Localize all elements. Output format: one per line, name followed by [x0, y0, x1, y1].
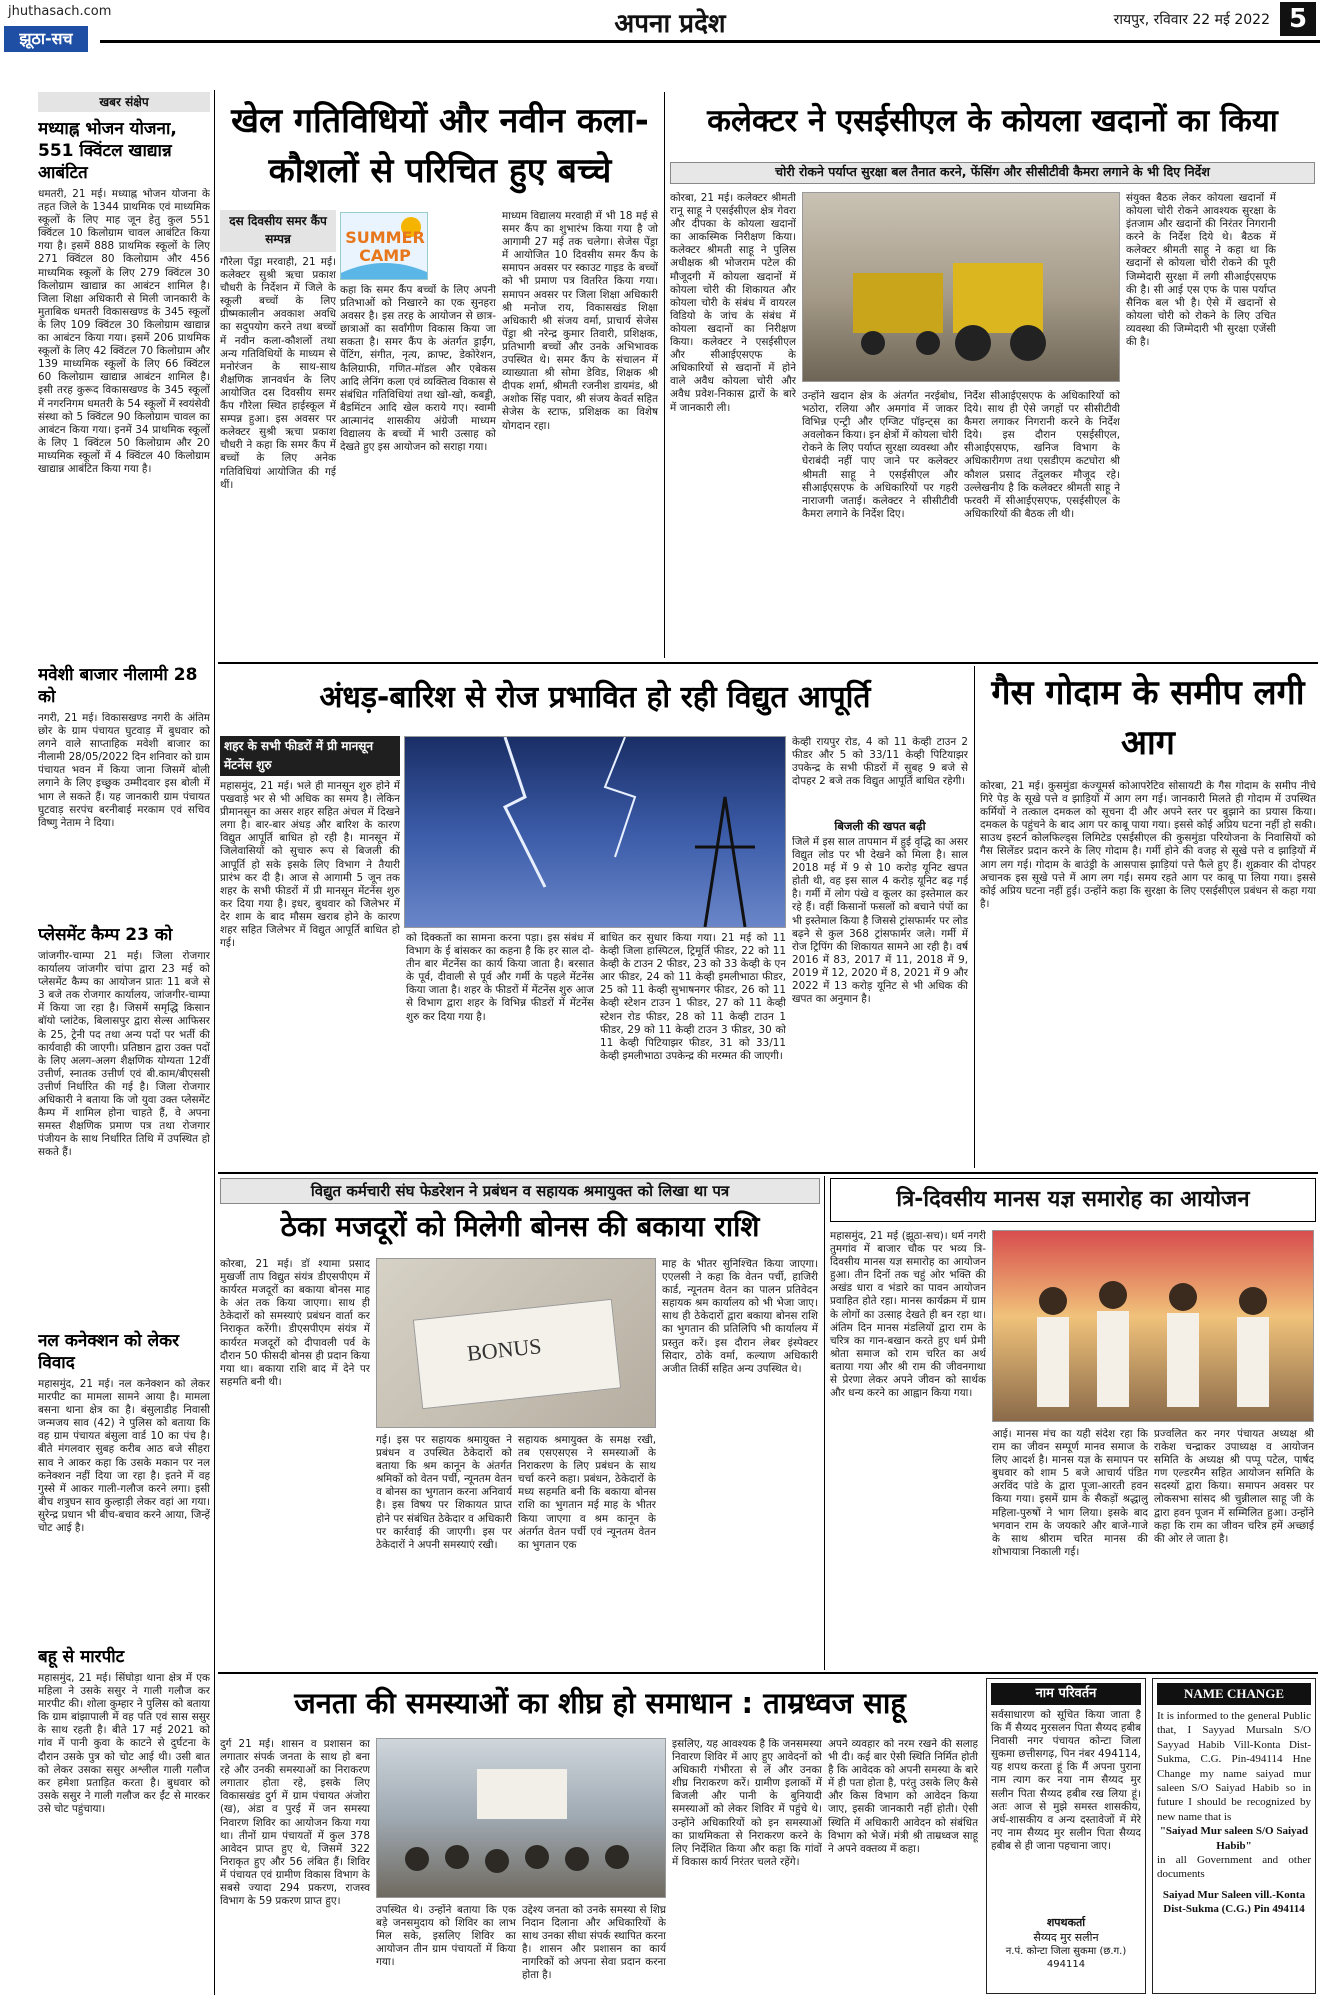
sidebar-headline-1: मध्याह्न भोजन योजना, 551 क्विंटल खाद्यान्न आबंटित	[38, 119, 177, 183]
col-divider-2	[974, 666, 975, 1168]
story3-body-2: को दिक्कतों का सामना करना पड़ा। इस संबंध में विभाग के ई बांसकर का कहना है कि हर साल दो-तीन बार मेंटनेंस का कार्य किया जाता है। बरसात के पूर्व, दीवाली से पूर्व और गर्मी के पहले मेंटनेंस किया जाता है। शहर के फीडरों में मेंटनेंस शुरु आज से विभाग द्वारा शहर के विभिन्न फीडरों में मेंटनेंस शुरु कर दिया गया है।	[406, 932, 594, 1023]
notice-hi-title: नाम परिवर्तन	[991, 1683, 1141, 1705]
dateline: रायपुर, रविवार 22 मई 2022	[1113, 12, 1270, 28]
page-number: 5	[1280, 2, 1316, 36]
story3-body-1: महासमुंद, 21 मई। भले ही मानसून शुरु होने में पखवाड़े भर से भी अधिक का समय है। लेकिन प्रीमानसून का असर शहर सहित अंचल में दिखने लगा है। बार-बार अंधड़ और बारिश के कारण विद्युत आपूर्ति बाधित हो रही है। मानसून में जिलेवासियों को सुचारु रूप से बिजली की आपूर्ति हो सके इसके लिए विभाग ने तैयारी प्रारंभ कर दी है। आज से आगामी 5 जून तक शहर के सभी फीडरों में प्री मानसून मेंटनेंस शुरु कर दिया गया है। इधर, बुधवार को जिलेभर में देर शाम के बाद मौसम खराब होने के कारण शहर सहित जिलेभर में विद्युत आपूर्ति बाधित हो गई।	[220, 780, 400, 950]
row-divider-2	[218, 1172, 1318, 1174]
story1-body-1: गौरेला पेंड्रा मरवाही, 21 मई। कलेक्टर सुश्री ऋचा प्रकाश चौधरी के निर्देशन में जिले के स्कूली बच्चों के लिए ग्रीष्मकालीन अवकाश अवधि का सदुपयोग करने तथा बच्चों में नवीन कला-कौशलों तथा अन्य गतिविधियों के माध्यम से मनोरंजन के साथ-साथ शैक्षणिक ज्ञानवर्धन के लिए आयोजित दस दिवसीय समर कैंप गौरेला स्थित हाईस्कूल में सम्पन्न हुआ। इस अवसर पर कलेक्टर सुश्री ऋचा प्रकाश चौधरी ने कहा कि समर कैंप में बच्चों के लिए अनेक गतिविधियां आयोजित की गई थीं।	[220, 256, 336, 491]
story3-body-5: जिले में इस साल तापमान में हुई वृद्धि का असर विद्युत लोड पर भी देखने को मिला है। साल 2018 मई में 9 से 10 करोड़ यूनिट खपत होती थी, वह इस साल 4 करोड़ यूनिट बढ़ गई है। गर्मी में लोग पंखे व कूलर का इस्तेमाल कर रहे हैं। वहीं किसानों फसलों को बचाने पंपों का भी इस्तेमाल किया है जिससे ट्रांसफार्मर पर लोड बढ़ने से कुल 368 ट्रांसफार्मर जले। गर्मी में रोज ट्रिपिंग की शिकायत सामने आ रही है। वर्ष 2016 में 83, 2017 में 11, 2018 में 9, 2019 में 12, 2020 में 8, 2021 में 9 और 2022 में 13 करोड़ यूनिट से भी अधिक की खपत का अनुमान है।	[792, 836, 968, 1006]
row-divider-1	[218, 662, 1318, 664]
sidebar-body-2: नगरी, 21 मई। विकासखण्ड नगरी के अंतिम छोर के ग्राम पंचायत घुटवाड़ में बुधवार को लगने वाले साप्ताहिक मवेशी बाजार का नीलामी 28/05/2022 दिन शनिवार को ग्राम पंचायत भवन में किया जाना जिसमें बोली लगाने के लिए इच्छुक उम्मीदवार इस बोली में भाग ले सकते हैं। यह जानकारी ग्राम पंचायत घुटवाड़ सरपंच बरनीबाई मरकाम एवं सचिव विष्णु नेताम ने दिया।	[38, 712, 210, 829]
story2-headline: कलेक्टर ने एसईसीएल के कोयला खदानों का किया	[707, 103, 1278, 139]
sidebar	[38, 92, 210, 1992]
story6-body-1: महासमुंद, 21 मई (झूठा-सच)। धर्म नगरी तुमगांव में बाजार चौक पर भव्य त्रि-दिवसीय मानस यज्ञ समारोह का आयोजन हुआ। तीन दिनों तक चहुं ओर भक्ति की अखंड धारा व भंडारे का पावन आयोजन प्रवाहित होते रहा। मानस कार्यक्रम में ग्राम के लोगों का उत्साह देखते ही बन रहा था। अंतिम दिन मानस मंडलियों द्वारा राम के चरित्र का गान-बखान करते हुए धर्म प्रेमी श्रोता समाज को राम चरित का अर्थ बताया गया और श्री राम की जीवनगाथा से प्रेरणा लेकर अपने जीवन को सार्थक और धन्य करने का आह्वान किया गया।	[830, 1230, 986, 1400]
col-divider-3	[824, 1176, 825, 1670]
sidebar-headline-2: मवेशी बाजार नीलामी 28 को	[38, 665, 198, 707]
story5-body-1: कोरबा, 21 मई। डॉ श्यामा प्रसाद मुखर्जी ताप विद्युत संयंत्र डीएसपीएम में कार्यरत मजदूरों का बकाया बोनस माह के अंत तक किया जाएगा। साथ ही ठेकेदारों को समस्याएं प्रबंधन वार्ता कर निराकृत करेंगी। डीएसपीएम संयंत्र में कार्यरत मजदूरों को दीपावली पर्व के दौरान 50 फीसदी बोनस ही प्रदान किया गया था। बकाया राशि बाद में देने पर सहमति बनी थी।	[220, 1258, 370, 1388]
sidebar-body-1: धमतरी, 21 मई। मध्याह्न भोजन योजना के तहत जिले के 1344 प्राथमिक एवं माध्यमिक स्कूलों के लिए माह जून हेतु कुल 551 क्विंटल 10 किलोग्राम चावल आबंटित किया गया है। इसमें 888 प्राथमिक स्कूलों के लिए 271 क्विंटल 80 किलोग्राम और 456 माध्यमिक स्कूलों के लिए 279 क्विंटल 30 किलोग्राम खाद्यान्न का आबंटन शामिल है। जिला शिक्षा अधिकारी से मिली जानकारी के मुताबिक धमतरी विकासखण्ड के 345 स्कूलों के लिए 109 क्विंटल 30 किलोग्राम खाद्यान्न का आबंटन किया गया। इसमें 206 प्राथमिक स्कूलों के लिए 42 क्विंटल 70 किलोग्राम और 139 माध्यमिक स्कूलों के लिए 66 क्विंटल 60 किलोग्राम खाद्यान्न आबंटन शामिल है। इसी तरह कुरूद विकासखण्ड के 345 स्कूलों में नगरनिगम धमतरी के 54 स्कूलों में स्वयंसेवी संस्था को 5 क्विंटल 90 किलोग्राम चावल का आबंटन किया गया। इनमें 34 प्राथमिक स्कूलों के लिए 1 क्विंटल 50 किलोग्राम और 20 माध्यमिक स्कूलों में 4 क्विंटल 40 किलोग्राम खाद्यान्न आबंटित किया गया है।	[38, 188, 210, 475]
story4-body: कोरबा, 21 मई। कुसमुंडा कंज्यूमर्स कोआपरेटिव सोसायटी के गैस गोदाम के समीप नीचे गिरे पेड़ के सूखे पत्ते व झाड़ियों में आग लग गई। जानकारी मिलते ही गोदाम में उपस्थित कर्मियों ने तत्काल दमकल को सूचना दी और अपने स्तर पर बुझाने का प्रयास किया। दमकल के पहुंचने के बाद आग पर काबू पाया गया। इससे कोई अप्रिय घटना नहीं हो सकी। साउथ इस्टर्न कोलफिल्ड्स लिमिटेड एसईसीएल की कुसमुंडा परियोजना के निवासियों को गैस सिलेंडर प्रदान करने के लिए गोदाम है। गर्मी होने की वजह से सूखे पत्ते व झाड़ियों में आग लग गई। गोदाम के बाउंड्री के आसपास झाड़ियां पत्ते फैले हुए हैं। शुक्रवार की दोपहर अचानक इस सूखे पत्ते में आग लग गई। समय रहते आग पर काबू पा लिया गया। इससे कोई अप्रिय घटना नहीं हुई। उन्होंने कहा कि सुरक्षा के लिए एसईसीएल प्रबंधन से कहा गया है।	[980, 780, 1316, 910]
story2-subhead: चोरी रोकने पर्याप्त सुरक्षा बल तैनात करने, फेंसिंग और सीसीटीवी कैमरा लगाने के भी दिए निर्देश	[670, 162, 1315, 184]
story-summer-camp	[220, 96, 660, 658]
notice-hi-sign-addr: न.पं. कोन्टा जिला सुकमा (छ.ग.) 494114	[1005, 1946, 1127, 1970]
sidebar-label: खबर संक्षेप	[38, 92, 210, 112]
story1-body-3: माध्यम विद्यालय मरवाही में भी 18 मई से समर कैंप का शुभारंभ किया गया है जो आगामी 27 मई तक चलेगा। सेजेस पेंड्रा में आयोजित 10 दिवसीय समर कैंप के समापन अवसर पर स्काउट गाइड के बच्चों को भी प्रमाण पत्र वितरित किया गया। समापन अवसर पर जिला शिक्षा अधिकारी श्री मनोज राय, विकासखंड शिक्षा अधिकारी श्री संजय वर्मा, प्राचार्य सेजेस पेंड्रा श्री नरेन्द्र कुमार तिवारी, प्रशिक्षक, प्रतिभागी बच्चों और उनके अभिभावक उपस्थित थे। समर कैंप के संचालन में व्याख्याता श्री सोमा डेविड, शिक्षक श्री दीपक शर्मा, श्रीमती रजनीश डायमंड, श्री अशोक सिंह पवार, श्री संजय केवर्त सहित सेजेस के स्टाफ, प्रशिक्षक का विशेष योगदान रहा।	[502, 210, 658, 432]
site-url[interactable]: jhuthasach.com	[8, 4, 112, 19]
notice-hi-sign-name: सैय्यद मुर सलीन	[1033, 1931, 1099, 1944]
story5-body-4: माह के भीतर सुनिश्चित किया जाएगा। एएलसी ने कहा कि वेतन पर्ची, हाजिरी कार्ड, न्यूनतम वेतन का पालन प्रतिवेदन सहायक श्रम कार्यालय को भी भेजा जाए। साथ ही ठेकेदारों द्वारा बकाया बोनस राशि का भुगतान की प्रतिलिपि भी कार्यालय में प्रस्तुत करें। इस दौरान लेबर इंस्पेक्टर सिदार, ठोके वर्मा, कल्याण अधिकारी अजीत तिर्की सहित अन्य उपस्थित थे।	[662, 1258, 818, 1375]
bonus-photo	[376, 1258, 656, 1428]
story2-body-1: कोरबा, 21 मई। कलेक्टर श्रीमती रानू साहू ने एसईसीएल क्षेत्र गेवरा और दीपका के कोयला खदानों का आकस्मिक निरीक्षण किया। कलेक्टर श्रीमती साहू ने पुलिस अधीक्षक श्री भोजराम पटेल की मौजूदगी में कोयला खदानों में कोयला चोरी की शिकायत और कोयला चोरी के संबंध में वायरल विडियो के जांच के संबंध में कोयला खदानों का निरीक्षण किया। कलेक्टर ने एसईसीएल और सीआईएसएफ के अधिकारियों से खदानों में होने वाले अवैध कोयला चोरी और अवैध प्रवेश-निकास द्वारों के बारे में जानकारी ली।	[670, 192, 796, 414]
sidebar-body-4: महासमुंद, 21 मई। नल कनेक्शन को लेकर मारपीट का मामला सामने आया है। मामला बसना थाना क्षेत्र का है। बंसुलाडीह निवासी जन्मजय साव (42) ने पुलिस को बताया कि वह ग्राम पंचायत बंसुला वार्ड 10 का पंच है। बीते मंगलवार सुबह करीब आठ बजे सीहरा साव ने आकर कहा कि उसके मकान पर नल कनेक्शन नहीं दिया जा रहा है। इतने में वह गुस्से में आकर गाली-गलौज करने लगा। इसी बीच शत्रुघन साव कुल्हाड़ी लेकर वहां आ गया। सुरेन्द्र प्रधान भी बीच-बचाव करने आया, जिन्हें चोट आई है।	[38, 1378, 210, 1535]
story-electricity	[220, 668, 970, 1168]
story-bonus	[220, 1178, 820, 1668]
ceremony-photo	[992, 1230, 1314, 1422]
sidebar-headline-5: बहू से मारपीट	[38, 1647, 125, 1667]
story2-body-2: उन्होंने खदान क्षेत्र के अंतर्गत नरईबोध, भठोरा, रलिया और अमगांव में जाकर विभिन्न एन्ट्री और एग्जिट पॉइन्ट्स का अवलोकन किया। इन क्षेत्रों में कोयला चोरी रोकने के लिए पर्याप्त सुरक्षा व्यवस्था और घेराबंदी नहीं पाए जाने पर कलेक्टर श्रीमती साहू ने एसईसीएल और सीआईएसएफ के अधिकारियों पर गहरी नाराजगी जताई। कलेक्टर ने सीसीटीवी कैमरा लगाने के निर्देश दिए।	[802, 390, 958, 520]
notice-en-body: It is informed to the general Public that, I Sayyad Mursaln S/O Sayyad Habib Vill-Konta Dist-Sukma, C.G. Pin-494114 Hne Change my name saiyad mur saleen S/O Saiyad Habib so in future I should be recognized by new name that is	[1157, 1710, 1311, 1823]
audience-icon	[377, 1739, 666, 1898]
camp-logo-text: SUMMER CAMP	[345, 228, 425, 265]
story7-body-1: दुर्ग 21 मई। शासन व प्रशासन का लगातार संपर्क जनता के साथ हो बना रहे और उनकी समस्याओं का निराकरण लगातार होता रहे, इसके लिए विकासखंड दुर्ग में ग्राम पंचायत अंजोरा (ख), अंडा व पुरई में जन समस्या निवारण शिविर का आयोजन किया गया था। तीनों ग्राम पंचायतों में कुल 378 आवेदन प्राप्त हुए थे, जिसमें 322 निराकृत हुए और 56 लंबित हैं। शिविर में पंचायत एवं ग्रामीण विकास विभाग के सबसे ज्यादा 294 प्रकरण, राजस्व विभाग के 59 प्रकरण प्राप्त हुए।	[220, 1738, 370, 1908]
sidebar-divider	[214, 90, 215, 1995]
story3-subhead: शहर के सभी फीडरों में प्री मानसून मेंटनेंस शुरु	[220, 736, 400, 776]
notice-en-sign: Saiyad Mur Saleen vill.-Konta Dist-Sukma (C.G.) Pin 494114	[1162, 1888, 1306, 1915]
story6-body-2: आई। मानस मंच का यही संदेश रहा कि राम का जीवन सम्पूर्ण मानव समाज के लिए आदर्श है। मानस यज्ञ के समापन पर बुधवार को शाम 5 बजे आचार्य पंडित अरविंद पांडे के द्वारा पूजा-आरती हवन किया गया। इसमें ग्राम के सैकड़ों श्रद्धालु महिला-पुरुषों ने भाग लिया। इसके बाद भगवान राम के जयकारे और बाजे-गाजे के साथ श्रीराम चरित मानस की शोभायात्रा निकाली गई।	[992, 1428, 1148, 1558]
story4-headline: गैस गोदाम के समीप लगी आग	[991, 673, 1305, 763]
story3-body-3: बाधित कर सुधार किया गया। 21 मई को 11 केव्ही जिला हास्पिटल, ट्रिमूर्ति फीडर, 22 को 11 केव्ही के टाउन 2 फीडर, 23 को 33 केव्ही के एन आर फीडर, 24 को 11 केव्ही इमलीभाठा फीडर, 25 को 11 केव्ही सुभाषनगर फीडर, 26 को 11 केव्ही स्टेशन टाउन 1 फीडर, 27 को 11 केव्ही स्टेशन रोड फीडर, 28 को 11 केव्ही टाउन 1 फीडर, 29 को 11 केव्ही टाउन 3 फीडर, 30 को 11 केव्ही पिटियाझर फीडर, 31 को 33/11 केव्ही इमलीभाठा उपकेन्द्र की मरम्मत की जाएगी।	[600, 932, 786, 1062]
story-public-grievance	[220, 1678, 980, 1996]
masthead-rule	[100, 40, 1320, 43]
masthead	[0, 0, 1323, 60]
story1-subhead: दस दिवसीय समर कैंप सम्पन्न	[220, 210, 336, 252]
summer-camp-logo	[340, 212, 428, 280]
section-title: अपना प्रदेश	[614, 9, 726, 39]
meeting-photo	[376, 1738, 666, 1898]
mine-photo	[802, 192, 1120, 382]
notice-en-tail: in all Government and other documents	[1157, 1854, 1311, 1881]
story2-body-3: निर्देश सीआईएसएफ के अधिकारियों को दिये। साथ ही ऐसे जगहों पर सीसीटीवी कैमरा लगाकर निगरानी करने के निर्देश दिये। इस दौरान एसईसीएल, सीआईएसएफ, खनिज विभाग के अधिकारीगण तथा एसडीएम कटघोरा श्री कौशल प्रसाद तेंदुलकर मौजूद रहे। उल्लेखनीय है कि कलेक्टर श्रीमती साहू ने फरवरी में सीआईएसएफ, एसईसीएल के अधिकारियों की बैठक ली थी।	[964, 390, 1120, 520]
row-divider-3	[218, 1672, 1318, 1674]
lightning-photo	[404, 736, 786, 928]
story5-body-2: गई। इस पर सहायक श्रमायुक्त ने प्रबंधन व उपस्थित ठेकेदारों को बताया कि श्रम कानून के अंतर्गत श्रमिकों को वेतन पर्ची, न्यूनतम वेतन व बोनस का भुगतान करना अनिवार्य है। इस विषय पर शिकायत प्राप्त होने पर संबंधित ठेकेदार व अधिकारी पर कार्रवाई की जाएगी। इस पर ठेकेदारों ने अपनी समस्याएं रखी।	[376, 1434, 512, 1551]
story7-body-3: उद्देश्य जनता को उनके समस्या से शिघ्र निदान दिलाना और अधिकारियों के साथ उनका सीधा संपर्क स्थापित करना है। शासन और प्रशासन का कार्य नागरिकों को अपना सेवा प्रदान करना होता है।	[522, 1904, 666, 1982]
story1-body-2: कहा कि समर कैंप बच्चों के लिए अपनी प्रतिभाओं को निखारने का एक सुनहरा अवसर है। इस तरह के आयोजन से छात्र-छात्राओं का सर्वांगीण विकास किया जा सकता है। समर कैंप के अंतर्गत ड्राईंग, पेंटिंग, संगीत, नृत्य, क्राफ्ट, डेकोरेशन, कैलिग्राफी, गणित-मॉडल और एबेकस आदि लेनिंग कला एवं व्यक्तित्व विकास से संबंधित गतिविधियां तथा खो-खो, कबड्डी, बैडमिंटन आदि खेल कराये गए। स्वामी आत्मानंद शासकीय अंग्रेजी माध्यम विद्यालय के बच्चों में भारी उत्साह को देखते हुए इस आयोजन को सराहा गया।	[340, 284, 496, 454]
lightning-icon	[405, 737, 786, 928]
story5-body-3: सहायक श्रमायुक्त के समक्ष रखी, तब एसएसएस ने समस्याओं के निराकरण के लिए प्रबंधन के साथ चर्चा करने कहा। प्रबंधन, ठेकेदारों के मध्य सहमति बनी कि बकाया बोनस राशि का भुगतान मई माह के भीतर किया जाएगा व श्रम कानून के अंतर्गत वेतन पर्ची एवं न्यूनतम वेतन का भुगतान एक	[518, 1434, 656, 1551]
col-divider-1	[664, 92, 665, 658]
story2-body-4: संयुक्त बैठक लेकर कोयला खदानों में कोयला चोरी रोकने आवश्यक सुरक्षा के इंतजाम और खदानों की निरंतर निगरानी करने के निर्देश दिये थे। बैठक में कलेक्टर श्रीमती साहू ने कहा था कि खदानों से कोयला चोरी रोकने की पूरी जिम्मेदारी सुरक्षा में लगी सीआईएसएफ की है। सी आई एस एफ के पास पर्याप्त सैनिक बल भी है। ऐसे में खदानों से कोयला चोरी को रोकने के लिए उचित व्यवस्था की जिम्मेदारी भी सुरक्षा एजेंसी की है।	[1126, 192, 1276, 349]
story3-body-4: केव्ही रायपुर रोड, 4 को 11 केव्ही टाउन 2 फीडर और 5 को 33/11 केव्ही पिटियाझर उपकेन्द्र के सभी फीडरों में सुबह 9 बजे से दोपहर 2 बजे तक विद्युत आपूर्ति बाधित रहेगी।	[792, 736, 968, 788]
sidebar-headline-4: नल कनेक्शन को लेकर विवाद	[38, 1331, 180, 1373]
story-coal-mines	[670, 96, 1315, 658]
story3-subhead-2: बिजली की खपत बढ़ी	[834, 819, 926, 833]
notice-hi-body: सर्वसाधारण को सूचित किया जाता है कि मैं सैय्यद मुरसलन पिता सैय्यद हबीब निवासी नगर पंचायत कोन्टा जिला सुकमा छत्तीसगढ़, पिन नंबर 494114, यह शपथ करता हूं कि मैं अपना पुराना नाम त्याग कर नया नाम सैय्यद मुर सलीन पिता सैय्यद हबीब रख लिया हूं। अतः आज से मुझे समस्त शासकीय, अर्ध-शासकीय व अन्य दस्तावेजों में मेरे नए नाम सैय्यद मुर सलीन पिता सैय्यद हबीब से ही जाना पहचाना जाए।	[991, 1709, 1141, 1852]
story7-body-5: अपने व्यवहार को नरम रखने की सलाह भी दी। कई बार ऐसी स्थिति निर्मित होती है कि आवेदक को अपनी समस्या के बारे में ही पता होता है, परंतु उसके लिए कैसे और किस विभाग को आवेदन किया जाए, इसकी जानकारी नहीं होती। ऐसी स्थिति में अधिकारी आवेदन को संबंधित विभाग को भेजें। मंत्री श्री ताम्रध्वज साहू ने अपने वक्तव्य में कहा।	[828, 1738, 978, 1855]
sidebar-body-5: महासमुंद, 21 मई। सिंघोड़ा थाना क्षेत्र में एक महिला ने उसके ससुर ने गाली गलौज कर मारपीट की। शोला कुम्हार ने पुलिस को बताया कि ग्राम बांझापाली में वह पति एवं सास ससुर के साथ रहती है। बीते 17 मई 2021 को गांव में पानी कुवा के काटने से दुर्घटना के दौरान उसके पुत्र को चोट आई थी। उसी बात को लेकर उसका ससुर अश्लील गाली गलौज कर हमेशा प्रताड़ित करता है। बुधवार को उसके ससुर ने गाली गलौज कर ईंट से मारकर उसे चोट पहुंचाया।	[38, 1672, 210, 1815]
story1-headline: खेल गतिविधियों और नवीन कला-कौशलों से परिचित हुए बच्चे	[231, 101, 649, 191]
sidebar-headline-3: प्लेसमेंट कैम्प 23 को	[38, 925, 173, 945]
story5-headline: ठेका मजदूरों को मिलेगी बोनस की बकाया राशि	[280, 1210, 760, 1243]
story5-kicker: विद्युत कर्मचारी संघ फेडरेशन ने प्रबंधन व सहायक श्रमायुक्त को लिखा था पत्र	[220, 1178, 820, 1204]
story-gas-fire	[980, 668, 1316, 1168]
notice-name-change-english	[1152, 1678, 1316, 1994]
story-manas-yagya	[830, 1178, 1316, 1668]
brand-badge: झूठा-सच	[4, 26, 88, 52]
loader-truck-icon	[803, 193, 1120, 382]
notice-en-quote: "Saiyad Mur saleen S/O Saiyad Habib"	[1159, 1825, 1309, 1852]
notice-name-change-hindi	[986, 1678, 1146, 1994]
story7-headline: जनता की समस्याओं का शीघ्र हो समाधान : ताम्रध्वज साहू	[294, 1686, 906, 1720]
sidebar-body-3: जांजगीर-चाम्पा 21 मई। जिला रोजगार कार्यालय जांजगीर चांपा द्वारा 23 मई को प्लेसमेंट कैम्प का आयोजन प्रातः 11 बजे से 3 बजे तक रोजगार कार्यालय, जांजगीर-चाम्पा में किया जा रहा है। जिसमें समृद्धि किसान बॉयो प्लांटेक, बिलासपुर द्वारा सेल्स आफिसर के 25, ट्रेनी पद तथा अन्य पदों पर भर्ती की कार्यवाही की जाएगी। प्रतिष्ठान द्वारा उक्त पदों के लिए अलग-अलग शैक्षणिक योग्यता 12वीं उत्तीर्ण, स्नातक उत्तीर्ण एवं बी.काम/बीएससी उत्तीर्ण निर्धारित की गई है। जिला रोजगार अधिकारी ने बताया कि जो युवा उक्त प्लेसमेंट कैम्प में शामिल होना चाहते हैं, वे अपना समस्त शैक्षणिक प्रमाण पत्र तथा रोजगार पंजीयन के साथ निर्धारित तिथि में उपस्थित हो सकते हैं।	[38, 950, 210, 1159]
story6-headline: त्रि-दिवसीय मानस यज्ञ समारोह का आयोजन	[830, 1178, 1316, 1222]
bonus-label: BONUS	[465, 1333, 543, 1366]
notice-en-title: NAME CHANGE	[1157, 1683, 1311, 1705]
notice-hi-sign-title: शपथकर्ता	[1046, 1916, 1086, 1929]
people-icon	[993, 1231, 1314, 1422]
story3-headline: अंधड़-बारिश से रोज प्रभावित हो रही विद्युत आपूर्ति	[319, 680, 871, 715]
story7-body-2: उपस्थित थे। उन्होंने बताया कि एक बड़े जनसमुदाय को शिविर का लाभ मिल सके, इसलिए शिविर का आयोजन तीन ग्राम पंचायतों में किया गया।	[376, 1904, 516, 1969]
story6-body-3: प्रज्वलित कर नगर पंचायत अध्यक्ष श्री राकेश चन्द्राकर उपाध्यक्ष व आयोजन समिति के अध्यक्ष श्री पप्पू पटेल, पार्षद गण एल्डरमैन सहित आयोजन समिति के सदस्यों द्वारा किया। समापन अवसर पर लोकसभा सांसद श्री चुन्नीलाल साहू जी के द्वारा हवन पूजन में सम्मिलित हुआ। उन्होंने कहा कि राम का जीवन चरित्र हमें अच्छाई की ओर ले जाता है।	[1154, 1428, 1314, 1545]
story7-body-4: इसलिए, यह आवश्यक है कि जनसमस्या निवारण शिविर में आए हुए आवेदनों को अधिकारी गंभीरता से लें और उनका शीघ्र निराकरण करें। ग्रामीण इलाकों में बिजली और पानी के बुनियादी समस्याओं को लेकर शिविर में पहुंचे थे। उन्होंने अधिकारियों को इन समस्याओं का प्राथमिकता से निराकरण करने के लिए निर्देशित किया और कहा कि गांवों में विकास कार्य निरंतर चलते रहेंगे।	[672, 1738, 822, 1868]
